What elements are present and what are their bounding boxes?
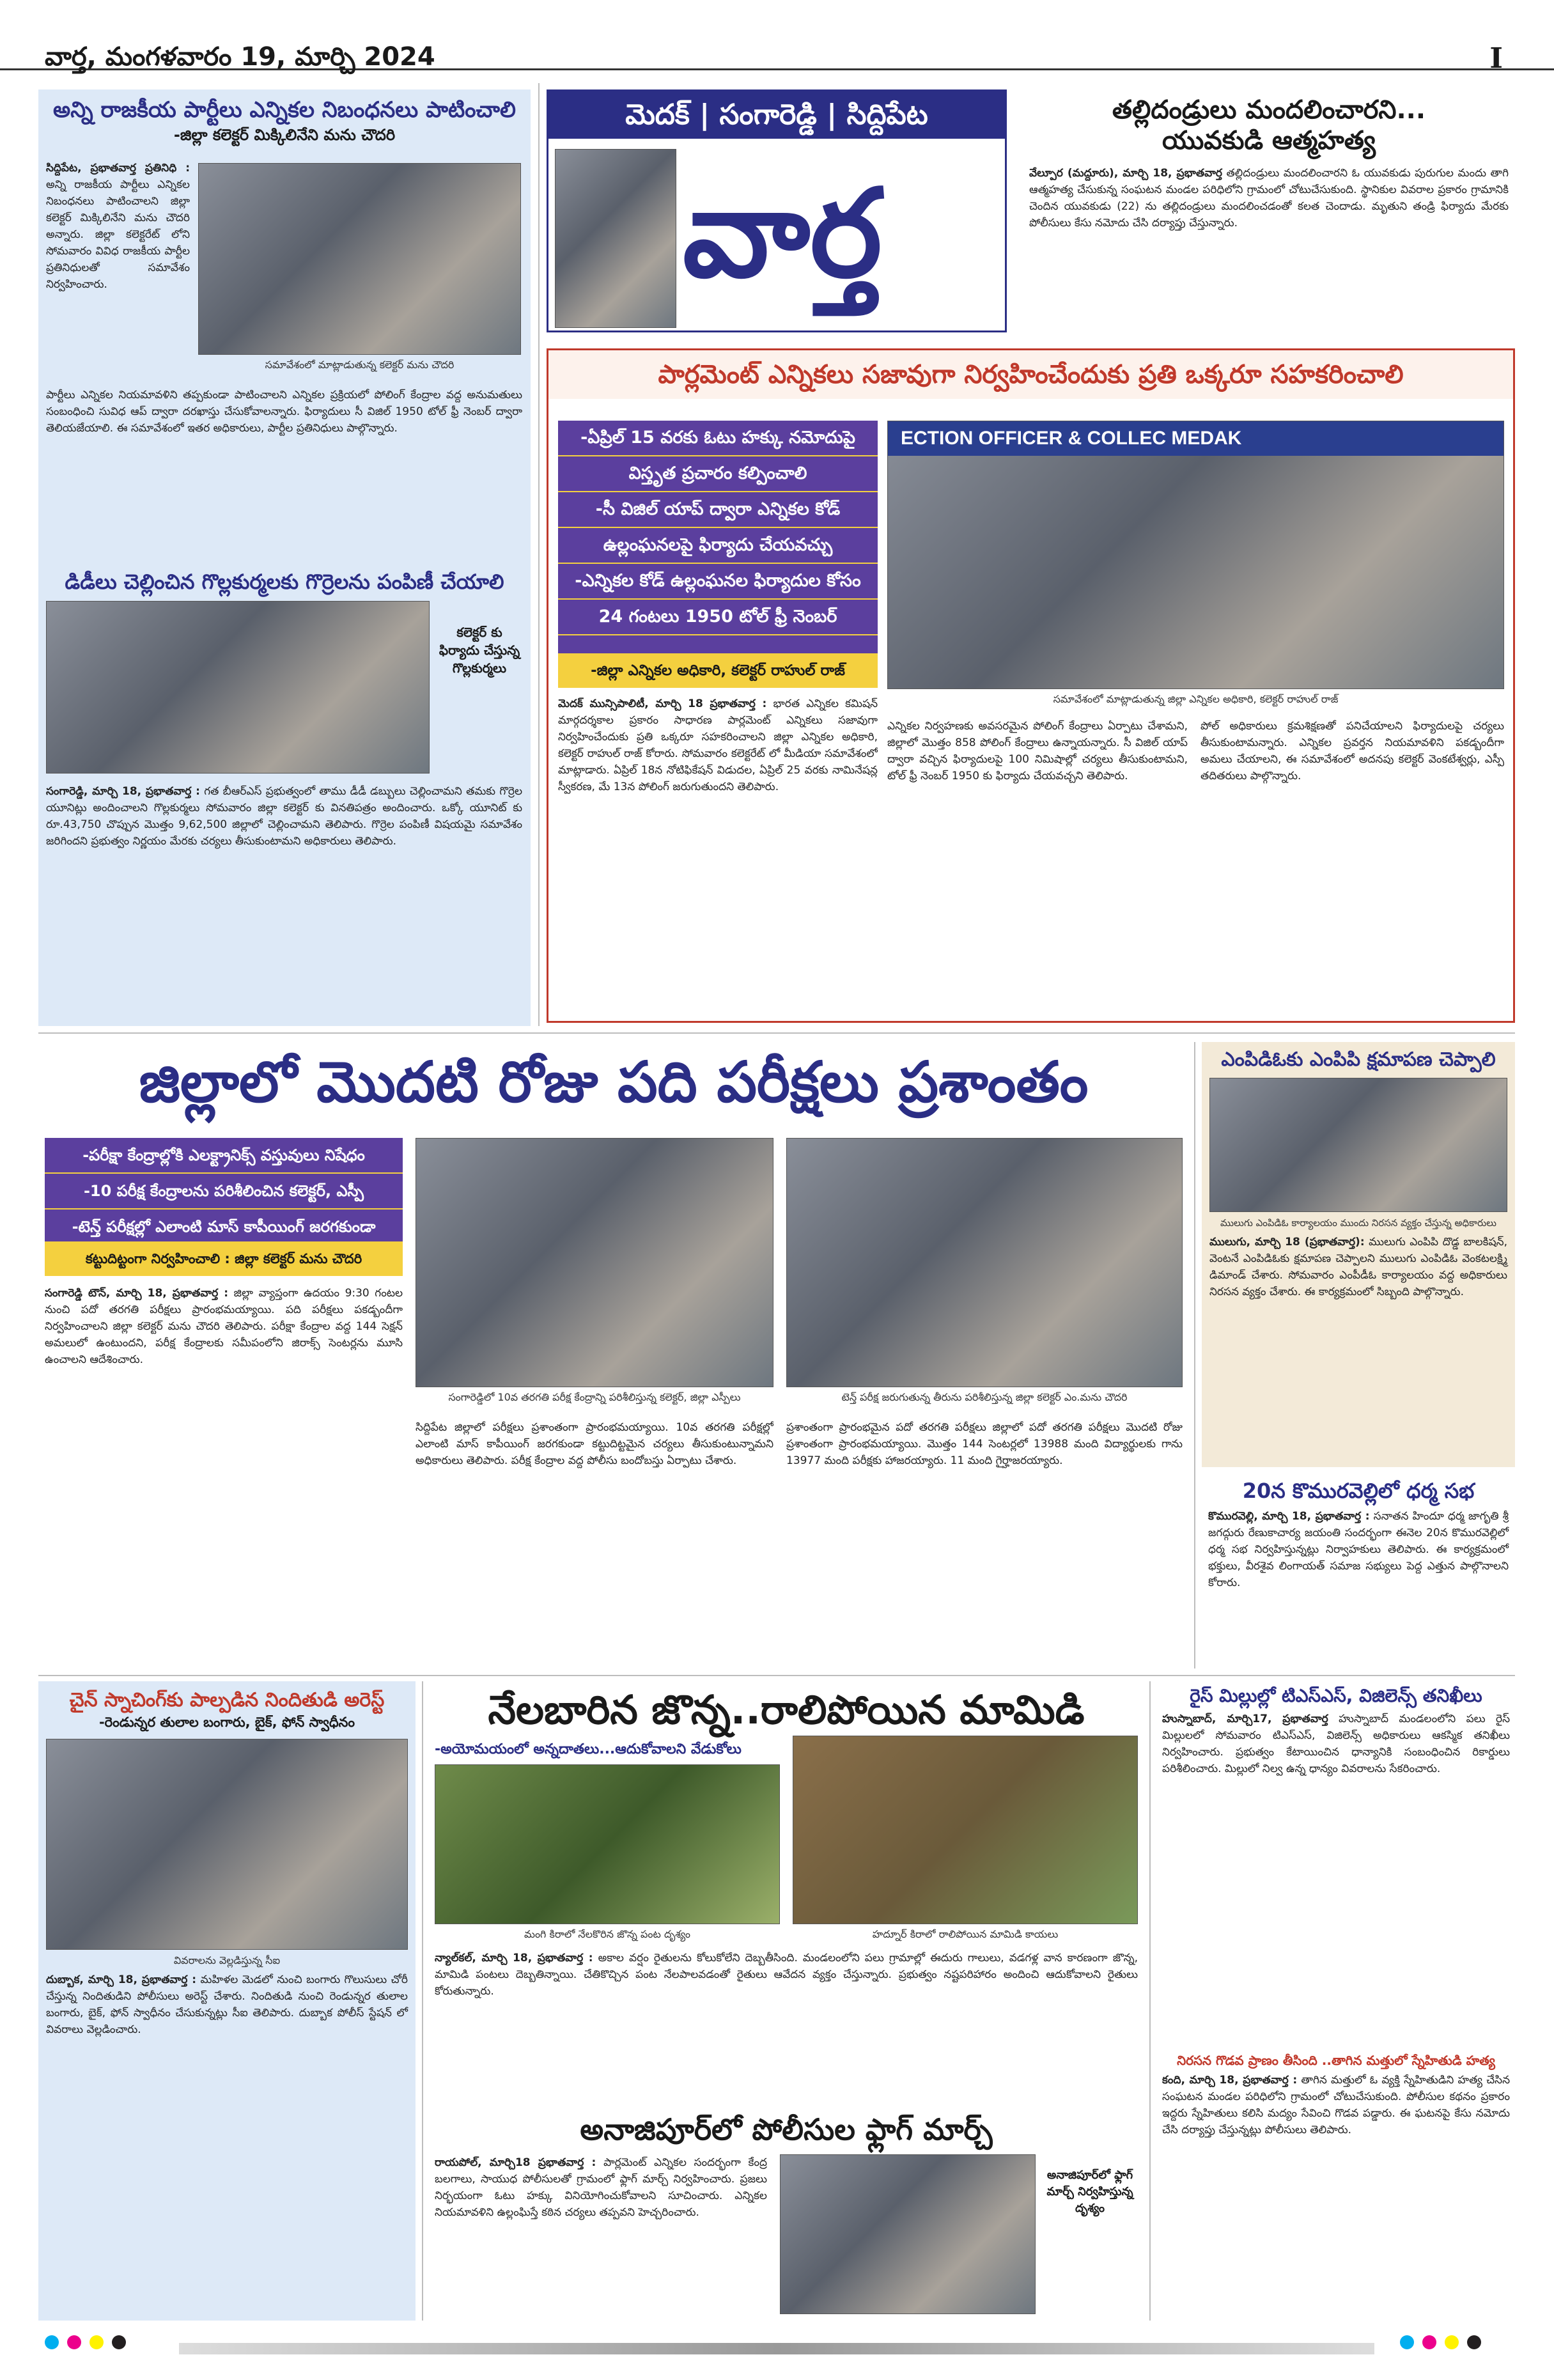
dateline: వేల్పూర (మద్దూరు), మార్చి 18, ప్రభాతవార్త	[1029, 167, 1222, 180]
dateline: సంగారెడ్డి టౌన్, మార్చి 18, ప్రభాతవార్త :	[45, 1287, 229, 1300]
story-body-3: ప్రశాంతంగా ప్రారంభమైన పదో తరగతి పరీక్షలు జిల్లాలో పదో తరగతి పరీక్షలు మొదటి రోజు ప్రశాంతంగా ప్రారంభమయ్యాయి. మొత్తం 144 సెంటర్లలో 13988 మంది విద్యార్థులకు గాను 13977 మంది పరీక్షకు హాజరయ్యారు. 11 మంది గైర్హాజరయ్యారు.	[786, 1421, 1183, 1467]
cyan-dot	[45, 2335, 59, 2349]
photo-caption-2: టెన్త్ పరీక్ష జరుగుతున్న తీరును పరిశీలిస్తున్న జిల్లా కలెక్టర్ ఎం.మను చౌదరి	[841, 1391, 1128, 1403]
photo-caption: కలెక్టర్ కు ఫిర్యాదు చేస్తున్న గొల్లకుర్మలు	[439, 625, 520, 676]
exam-highlights	[45, 1138, 403, 1241]
section-rule	[38, 1675, 1515, 1676]
photo-sheep-farmers	[46, 601, 430, 774]
print-registration-right	[1400, 2335, 1486, 2361]
story-flag-march	[428, 2110, 1144, 2321]
story-headline: పార్లమెంట్ ఎన్నికలు సజావుగా నిర్వహించేందుకు ప్రతి ఒక్కరూ సహకరించాలి	[548, 350, 1513, 399]
highlight-6: 24 గంటలు 1950 టోల్ ఫ్రీ నెంబర్	[558, 600, 878, 635]
banner-text: ECTION OFFICER & COLLEC MEDAK	[888, 421, 1503, 456]
story-body	[1157, 1711, 1515, 2030]
story-election	[547, 348, 1515, 1023]
body-text: హుస్నాబాద్ మండలంలోని పలు రైస్ మిల్లులలో సోమవారం టిఎస్ఎస్, విజిలెన్స్ అధికారులు ఆకస్మిక తనిఖీలు నిర్వహించారు. ప్రభుత్వం కేటాయించిన ధాన్యానికి సంబంధించిన రికార్డులు పరిశీలించారు. మిల్లులో నిల్వ ఉన్న ధాన్యం వివరాలను సేకరించారు.	[1162, 1712, 1511, 1775]
page-number: I	[1489, 42, 1503, 75]
story-exams	[38, 1042, 1189, 1668]
section-rule	[38, 1032, 1515, 1034]
story-headline: నేలబారిన జొన్న..రాలిపోయిన మామిడి	[488, 1686, 1085, 1733]
story-headline: అనాజిపూర్‌లో పోలీసుల ఫ్లాగ్ మార్చ్	[580, 2112, 993, 2147]
story-body	[435, 2154, 767, 2314]
print-registration-left	[45, 2335, 131, 2361]
body-text: మహిళల మెడలో నుంచి బంగారు గొలుసులు చోరీ చేస్తున్న నిందితుడిని పోలీసులు అరెస్ట్ చేశారు. నిందితుడి నుంచి రెండున్నర తులాల బంగారు, బైక్, ఫోన్ స్వాధీనం చేసుకున్నట్లు సీఐ తెలిపారు. దుబ్బాక పోలీస్ స్టేషన్ లో వివరాలు వెల్లడించారు.	[46, 1973, 408, 2036]
body-text: భారత ఎన్నికల కమిషన్ మార్గదర్శకాల ప్రకారం సాధారణ పార్లమెంట్ ఎన్నికలు సజావుగా నిర్వహించేందుకు ప్రతి ఒక్కరూ సహకరించాలని జిల్లా ఎన్నికల అధికారి, కలెక్టర్ రాహుల్ రాజ్ కోరారు. సోమవారం కలెక్టరేట్ లో మీడియా సమావేశంలో మాట్లాడారు. ఏప్రిల్ 18న నోటిఫికేషన్ విడుదల, ఏప్రిల్ 25 వరకు నామినేషన్ల స్వీకరణ, మే 13న పోలింగ్ జరుగుతుందని తెలిపారు.	[558, 697, 878, 793]
story-headline: జిల్లాలో మొదటి రోజు పది పరీక్షలు ప్రశాంతం	[139, 1049, 1089, 1115]
story-body-2: పార్టీలు ఎన్నికల నియమావళిని తప్పకుండా పాటించాలని ఎన్నికల ప్రక్రియలో పోలింగ్ కేంద్రాల వద్ద అనుమతులు సంబంధించి సువిధ ఆప్ ద్వారా దరఖాస్తు చేసుకోవాలన్నారు. ఫిర్యాదులు సీ విజిల్ 1950 టోల్ ఫ్రీ నెంబర్ ద్వారా తెలియజేయాలి. ఈ సమావేశంలో ఇతర అధికారులు, పార్టీల ప్రతినిధులు పాల్గొన్నారు.	[46, 389, 522, 435]
story-headline: రైస్ మిల్లుల్లో టిఎస్ఎస్, విజిలెన్స్ తనిఖీలు	[1190, 1685, 1482, 1706]
story-headline: చైన్ స్నాచింగ్‌కు పాల్పడిన నిందితుడి అరెస్ట్	[69, 1689, 385, 1711]
black-dot	[112, 2335, 126, 2349]
highlight-5: -ఎన్నికల కోడ్ ఉల్లంఘనల ఫిర్యాదుల కోసం	[558, 564, 878, 600]
story-body	[46, 160, 190, 377]
story-body	[1023, 161, 1515, 315]
photo-caption: సమావేశంలో మాట్లాడుతున్న కలెక్టర్ మను చౌదరి	[265, 359, 455, 371]
column-rule	[1149, 1681, 1151, 2321]
photo-police-press	[46, 1739, 408, 1950]
story-subhead: -రెండున్నర తులాల బంగారు, బైక్, ఫోన్ స్వాధీనం	[98, 1715, 355, 1730]
cyan-dot	[1400, 2335, 1414, 2349]
body-text: పార్లమెంట్ ఎన్నికల సందర్భంగా కేంద్ర బలగాలు, సాయుధ పోలీసులతో గ్రామంలో ఫ్లాగ్ మార్చ్ నిర్వహించారు. ప్రజలు నిర్భయంగా ఓటు హక్కు వినియోగించుకోవాలని సూచించారు. ఎన్నికల నియమావళిని ఉల్లంఘిస్తే కఠిన చర్యలు తప్పవని హెచ్చరించారు.	[435, 2156, 767, 2219]
photo-caption-2: హద్నూర్ కిరాలో రాలిపోయిన మామిడి కాయలు	[872, 1928, 1059, 1940]
logo-building-photo	[555, 149, 676, 328]
story-body	[46, 783, 522, 1020]
column-rule	[422, 1681, 423, 2321]
story-subhead: -జిల్లా కలెక్టర్ మిక్కిలినేని మను చౌదరి	[173, 125, 396, 144]
photo-election-officers	[887, 421, 1504, 689]
photo-mango-fallen	[793, 1736, 1138, 1924]
masthead-bar	[0, 0, 1554, 75]
photo-caption: వివరాలను వెల్లడిస్తున్న సీఐ	[173, 1954, 281, 1966]
newspaper-logo	[547, 89, 1007, 332]
story-murder	[1157, 2049, 1515, 2321]
logo-name: వార్త	[683, 162, 882, 304]
story-headline: తల్లిదండ్రులు మందలించారని... యువకుడి ఆత్మహత్య	[1112, 95, 1426, 155]
dateline: హుస్నాబాద్, మార్చి17, ప్రభాతవార్త	[1162, 1712, 1328, 1725]
logo-districts: మెదక్ | సంగారెడ్డి | సిద్దిపేట	[548, 91, 1005, 139]
story-headline: నిరసన గొడవ ప్రాణం తీసింది ..తాగిన మత్తులో స్నేహితుడి హత్య	[1177, 2053, 1495, 2068]
body-text: ములుగు ఎంపిపి దొడ్డ బాలకిషన్, వెంటనే ఎంపిడిఓకు క్షమాపణ చెప్పాలని ములుగు ఎంపిడిఓ వెంకటలక్ష్మి డిమాండ్ చేశారు. సోమవారం ఎంపీడీఓ కార్యాలయం వద్ద అధికారులు నిరసన వ్యక్తం చేశారు. ఈ కార్యక్రమంలో సిబ్బంది పాల్గొన్నారు.	[1209, 1236, 1508, 1298]
masthead-date: వార్త, మంగళవారం 19, మార్చి 2024	[45, 42, 435, 72]
yellow-dot	[1445, 2335, 1459, 2349]
dateline: సంగారెడ్డి, మార్చి 18, ప్రభాతవార్త :	[46, 785, 200, 798]
body-text: తల్లిదండ్రులు మందలించారని ఓ యువకుడు పురుగుల మందు తాగి ఆత్మహత్య చేసుకున్న సంఘటన మండల పరిధిలోని గ్రామంలో చోటుచేసుకుంది. స్థానికుల వివరాల ప్రకారం గ్రామానికి చెందిన యువకుడు (22) ను తల్లిదండ్రులు మందలించడంతో కలత చెందాడు. మృతుని తండ్రి ఫిర్యాదు మేరకు పోలీసులు కేసు నమోదు చేసి దర్యాప్తు చేస్తున్నారు.	[1029, 167, 1509, 229]
story-body	[1157, 2072, 1515, 2315]
column-rule	[538, 83, 540, 1026]
photo-meeting	[198, 163, 521, 355]
yellow-dot	[89, 2335, 104, 2349]
print-bar	[179, 2343, 1374, 2354]
body-text: సనాతన హిందూ ధర్మ జాగృతి శ్రీ జగద్గురు రేణుకాచార్య జయంతి సందర్భంగా ఈనెల 20న కొమురవెల్లిలో ధర్మ సభ నిర్వహిస్తున్నట్లు నిర్వాహకులు తెలిపారు. ఈ కార్యక్రమంలో భక్తులు, వీరశైవ లింగాయత్ సమాజ సభ్యులు పెద్ద ఎత్తున పాల్గొనాలని కోరారు.	[1208, 1510, 1509, 1590]
story-body	[1202, 1234, 1515, 1426]
story-mpdo	[1202, 1042, 1515, 1467]
story-body	[1202, 1508, 1515, 1668]
photo-caption: ములుగు ఎంపిడిఓ కార్యాలయం ముందు నిరసన వ్యక్తం చేస్తున్న అధికారులు	[1220, 1217, 1496, 1229]
story-body	[435, 1950, 1138, 2097]
story-body-3: పోల్ అధికారులు క్రమశిక్షణతో పనిచేయాలని ఫిర్యాదులపై చర్యలు తీసుకుంటామన్నారు. ఎన్నికల ప్రవర్తన నియమావళిని పకడ్బందీగా అమలు చేయాలని, ఈ సమావేశంలో అదనపు కలెక్టర్ వెంకటేశ్వర్లు, ఎస్పీ తదితరులు పాల్గొన్నారు.	[1200, 720, 1504, 782]
story-headline: అన్ని రాజకీయ పార్టీలు ఎన్నికల నిబంధనలు పాటించాలి	[53, 97, 516, 123]
story-rice-mills	[1157, 1681, 1515, 2046]
story-headline: 20న కొమురవెల్లిలో ధర్మ సభ	[1242, 1479, 1475, 1503]
dateline: సిద్దిపేట, ప్రభాతవార్త ప్రతినిధి :	[46, 162, 190, 175]
story-headline: ఎంపిడిఓకు ఎంపిపి క్షమాపణ చెప్పాలి	[1221, 1048, 1496, 1071]
dateline: ములుగు, మార్చి 18 (ప్రభాతవార్త):	[1209, 1236, 1365, 1248]
dateline: కొమురవెల్లి, మార్చి 18, ప్రభాతవార్త :	[1208, 1510, 1370, 1523]
highlight-1: -ఏప్రిల్ 15 వరకు ఓటు హక్కు నమోదుపై	[558, 421, 878, 456]
highlight-2: విస్తృత ప్రచారం కల్పించాలి	[558, 456, 878, 492]
photo-jowar-field	[435, 1764, 780, 1924]
election-highlights	[558, 421, 878, 653]
story-parties	[38, 89, 531, 620]
dateline: కంది, మార్చి 18, ప్రభాతవార్త :	[1162, 2074, 1298, 2087]
highlight-1: -పరీక్షా కేంద్రాల్లోకి ఎలక్ట్రానిక్స్ వస్తువులు నిషేధం	[45, 1138, 403, 1174]
photo-caption: సమావేశంలో మాట్లాడుతున్న జిల్లా ఎన్నికల అధికారి, కలెక్టర్ రాహుల్ రాజ్	[1053, 693, 1339, 705]
dateline: మెదక్ మున్సిపాలిటీ, మార్చి 18 ప్రభాతవార్త :	[558, 697, 767, 710]
story-subhead: -అయోమయంలో అన్నదాతలు...ఆదుకోవాలని వేడుకోలు	[435, 1741, 742, 1758]
story-crops	[428, 1681, 1144, 2103]
photo-caption-1: సంగారెడ్డిలో 10వ తరగతి పరీక్ష కేంద్రాన్ని పరిశీలిస్తున్న కలెక్టర్, జిల్లా ఎస్పీలు	[448, 1391, 741, 1403]
body-text: తాగిన మత్తులో ఓ వ్యక్తి స్నేహితుడిని హత్య చేసిన సంఘటన మండల పరిధిలోని గ్రామంలో చోటుచేసుకుంది. పోలీసుల కథనం ప్రకారం ఇద్దరు స్నేహితులు కలిసి మద్యం సేవించి గొడవ పడ్డారు. ఈ ఘటనపై కేసు నమోదు చేసి దర్యాప్తు చేస్తున్నట్లు పోలీసులు తెలిపారు.	[1162, 2074, 1511, 2136]
dateline: దుబ్బాక, మార్చి 18, ప్రభాతవార్త :	[46, 1973, 197, 1986]
body-text: గత బీఆర్ఎస్ ప్రభుత్వంలో తాము డీడీ డబ్బులు చెల్లించామని తమకు గొర్రెల యూనిట్లు అందించాలని గొల్లకుర్మలు సోమవారం జిల్లా కలెక్టర్ కు వినతిపత్రం అందించారు. ఒక్కో యూనిట్ కు రూ.43,750 చొప్పున మొత్తం 9,62,500 జిల్లాలో చెల్లించామని తెలిపారు. గొర్రెల పంపిణీ విషయమై సమావేశం జరిగిందని ప్రభుత్వం నిర్ణయం మేరకు చర్యలు తీసుకుంటామని అధికారులు తెలిపారు.	[46, 785, 522, 848]
story-sheep	[38, 566, 531, 1026]
highlight-2: -10 పరీక్ష కేంద్రాలను పరిశీలించిన కలెక్టర్, ఎస్పీ	[45, 1174, 403, 1209]
body-text: అకాల వర్షం రైతులను కోలుకోలేని దెబ్బతీసింది. మండలంలోని పలు గ్రామాల్లో ఈదురు గాలులు, వడగళ్ల వాన కారణంగా జొన్న, మామిడి పంటలు దెబ్బతిన్నాయి. చేతికొచ్చిన పంట నేలపాలవడంతో రైతులు ఆవేదన వ్యక్తం చేస్తున్నారు. ప్రభుత్వం నష్టపరిహారం అందించి ఆదుకోవాలని రైతులు కోరుతున్నారు.	[435, 1952, 1138, 1998]
photo-exam-hall-1	[416, 1138, 773, 1387]
body-text: అన్ని రాజకీయ పార్టీలు ఎన్నికల నిబంధనలు పాటించాలని జిల్లా కలెక్టర్ మిక్కిలినేని మను చౌదరి అన్నారు. జిల్లా కలెక్టరేట్ లోని సోమవారం వివిధ రాజకీయ పార్టీల ప్రతినిధులతో సమావేశం నిర్వహించారు.	[46, 178, 190, 291]
highlight-4: ఉల్లంఘనలపై ఫిర్యాదు చేయవచ్చు	[558, 528, 878, 564]
photo-protest	[1209, 1078, 1507, 1212]
highlight-3: -టెన్త్ పరీక్షల్లో ఎలాంటి మాస్ కాపీయింగ్ జరగకుండా	[45, 1209, 403, 1245]
dateline: న్యాల్‌కల్, మార్చి 18, ప్రభాతవార్త :	[435, 1952, 593, 1964]
body-text: జిల్లా వ్యాప్తంగా ఉదయం 9:30 గంటల నుంచి పదో తరగతి పరీక్షలు ప్రారంభమయ్యాయి. పది పరీక్షలు పకడ్బందీగా నిర్వహించాలని జిల్లా కలెక్టర్ మను చౌదరి తెలిపారు. పరీక్షా కేంద్రాల వద్ద 144 సెక్షన్ అమలులో ఉంటుందని, పరీక్ష కేంద్రాలకు సమీపంలోని జిరాక్స్ సెంటర్లను మూసి ఉంచాలని ఆదేశించారు.	[45, 1287, 403, 1366]
highlight-3: -సీ విజిల్ యాప్ ద్వారా ఎన్నికల కోడ్	[558, 492, 878, 528]
story-body	[45, 1285, 403, 1662]
photo-flag-march	[780, 2154, 1036, 2314]
story-body	[558, 696, 878, 1015]
photo-caption-1: మంగి కిరాలో నేలకొరిన జొన్న పంట దృశ్యం	[524, 1928, 690, 1940]
photo-exam-hall-2	[786, 1138, 1183, 1387]
column-rule	[1194, 1042, 1195, 1668]
story-body-2: ఎన్నికల నిర్వహణకు అవసరమైన పోలింగ్ కేంద్రాలు ఏర్పాటు చేశామని, జిల్లాలో మొత్తం 858 పోలింగ్ కేంద్రాలు ఉన్నాయన్నారు. సీ విజిల్ యాప్ ద్వారా వచ్చిన ఫిర్యాదులపై 100 నిమిషాల్లో చర్యలు తీసుకుంటామని, టోల్ ఫ్రీ నెంబర్ 1950 కు ఫిర్యాదు చేయవచ్చని తెలిపారు.	[887, 720, 1188, 782]
story-headline: డిడీలు చెల్లించిన గొల్లకుర్మలకు గొర్రెలను పంపిణీ చేయాలి	[65, 570, 504, 594]
highlight-source: -జిల్లా ఎన్నికల అధికారి, కలెక్టర్ రాహుల్ రాజ్	[558, 653, 878, 688]
story-body-2: సిద్దిపేట జిల్లాలో పరీక్షలు ప్రశాంతంగా ప్రారంభమయ్యాయి. 10వ తరగతి పరీక్షల్లో ఎలాంటి మాస్ కాపీయింగ్ జరగకుండా కట్టుదిట్టమైన చర్యలు తీసుకుంటున్నామని అధికారులు తెలిపారు. పరీక్ష కేంద్రాల వద్ద పోలీసు బందోబస్తు ఏర్పాటు చేశారు.	[416, 1421, 773, 1467]
black-dot	[1467, 2335, 1481, 2349]
story-dharna	[1202, 1474, 1515, 1672]
photo-caption: అనాజిపూర్‌లో ఫ్లాగ్ మార్చ్ నిర్వహిస్తున్న దృశ్యం	[1046, 2168, 1133, 2215]
story-body	[38, 1972, 416, 2304]
highlight-source: కట్టుదిట్టంగా నిర్వహించాలి : జిల్లా కలెక్టర్ మను చౌదరి	[45, 1241, 403, 1276]
magenta-dot	[1422, 2335, 1436, 2349]
dateline: రాయపోల్, మార్చి18 ప్రభాతవార్త :	[435, 2156, 596, 2169]
story-suicide	[1023, 89, 1515, 332]
magenta-dot	[67, 2335, 81, 2349]
story-chain	[38, 1681, 416, 2321]
